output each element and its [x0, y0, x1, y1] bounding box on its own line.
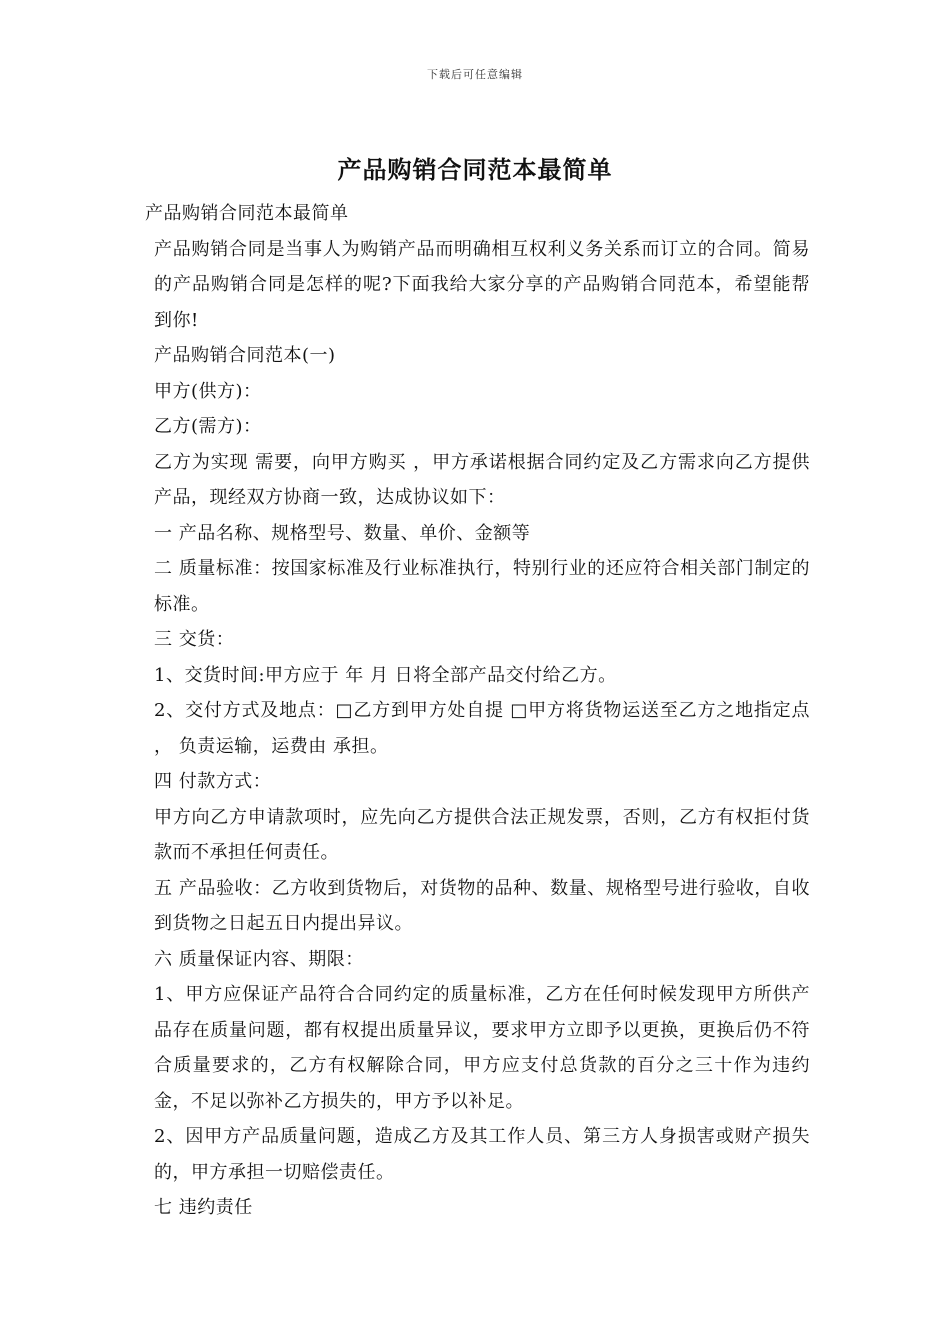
paragraph-clause-7: 七 违约责任: [154, 1197, 253, 1218]
paragraph-clause-6-2: 2、因甲方产品质量问题，造成乙方及其工作人员、第三方人身损害或财产损失的，甲方承担一切赔偿责任。: [154, 1126, 810, 1183]
header-note: 下载后可任意编辑: [427, 68, 523, 81]
paragraph-clause-1: 一 产品名称、规格型号、数量、单价、金额等: [154, 522, 531, 544]
paragraph-subtitle: 产品购销合同范本最简单: [145, 203, 349, 224]
paragraph-party-a: 甲方(供方)：: [154, 380, 262, 402]
document-title: 产品购销合同范本最简单: [337, 155, 613, 184]
paragraph-clause-5: 五 产品验收：乙方收到货物后，对货物的品种、数量、规格型号进行验收，自收到货物之日起五日内提出异议。: [154, 877, 810, 934]
paragraph-clause-6: 六 质量保证内容、期限：: [154, 948, 364, 970]
paragraph-party-b: 乙方(需方)：: [154, 416, 262, 437]
paragraph-section-heading: 产品购销合同范本(一): [154, 345, 336, 366]
document-body: [145, 196, 810, 1226]
paragraph-clause-2: 二 质量标准：按国家标准及行业标准执行，特别行业的还应符合相关部门制定的标准。: [154, 558, 810, 615]
paragraph-intro: 产品购销合同是当事人为购销产品而明确相互权利义务关系而订立的合同。简易的产品购销合同是怎样的呢?下面我给大家分享的产品购销合同范本，希望能帮到你!: [154, 238, 810, 331]
paragraph-clause-3-2: 2、交付方式及地点：□乙方到甲方处自提 □甲方将货物运送至乙方之地指定点 ， 负责运输，运费由 承担。: [154, 700, 810, 757]
paragraph-preamble: 乙方为实现 需要，向甲方购买 ，甲方承诺根据合同约定及乙方需求向乙方提供产品，现经双方协商一致，达成协议如下：: [154, 451, 810, 508]
paragraph-clause-4-body: 甲方向乙方申请款项时，应先向乙方提供合法正规发票，否则，乙方有权拒付货款而不承担任何责任。: [154, 806, 810, 863]
paragraph-clause-3: 三 交货：: [154, 629, 235, 650]
paragraph-clause-3-1: 1、交货时间:甲方应于 年 月 日将全部产品交付给乙方。: [154, 664, 617, 686]
paragraph-clause-4: 四 付款方式：: [154, 771, 272, 792]
paragraph-clause-6-1: 1、甲方应保证产品符合合同约定的质量标准，乙方在任何时候发现甲方所供产品存在质量问题，都有权提出质量异议，要求甲方立即予以更换，更换后仍不符合质量要求的，乙方有权解除合同，甲方应支付总货款的百分之三十作为违约金，不足以弥补乙方损失的，甲方予以补足。: [154, 984, 810, 1112]
